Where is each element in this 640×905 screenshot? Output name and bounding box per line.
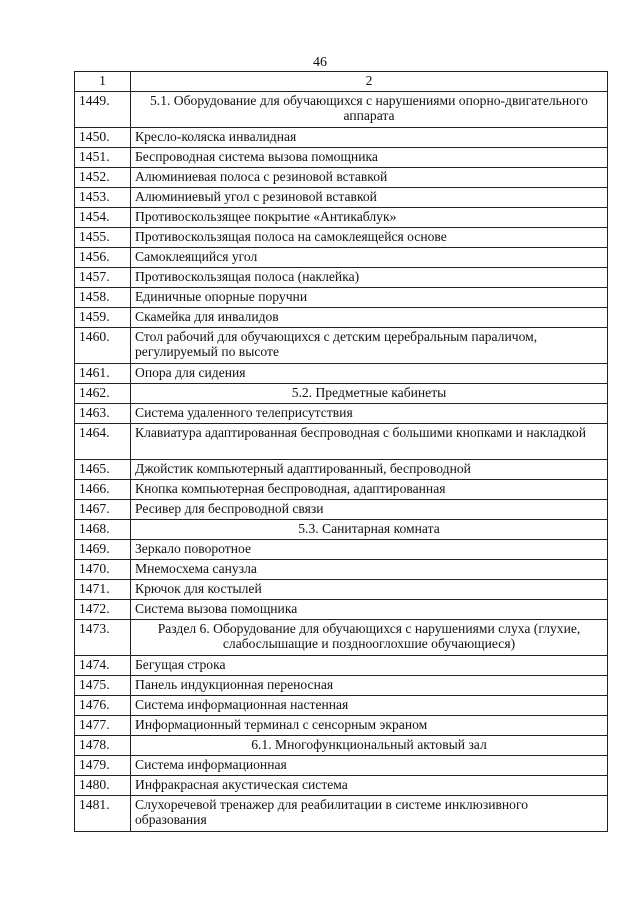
row-item-name: Единичные опорные поручни	[131, 288, 608, 308]
table-row	[75, 460, 608, 480]
table-row	[75, 620, 608, 656]
row-item-name: Самоклеящийся угол	[131, 248, 608, 268]
row-number: 1470.	[75, 560, 131, 580]
row-number: 1476.	[75, 696, 131, 716]
row-item-name: Информационный терминал с сенсорным экраном	[131, 716, 608, 736]
table-row	[75, 716, 608, 736]
table-row	[75, 228, 608, 248]
table-row	[75, 480, 608, 500]
row-section-heading: 5.2. Предметные кабинеты	[131, 384, 608, 404]
row-number: 1457.	[75, 268, 131, 288]
table-row	[75, 424, 608, 460]
table-row	[75, 268, 608, 288]
table-row	[75, 776, 608, 796]
table-row	[75, 208, 608, 228]
table-row	[75, 500, 608, 520]
row-number: 1462.	[75, 384, 131, 404]
row-item-name: Слухоречевой тренажер для реабилитации в системе инклюзивного образования	[131, 796, 608, 832]
row-number: 1449.	[75, 92, 131, 128]
table-row	[75, 796, 608, 832]
row-number: 1461.	[75, 364, 131, 384]
row-number: 1453.	[75, 188, 131, 208]
row-item-name: Стол рабочий для обучающихся с детским церебральным параличом, регулируемый по высоте	[131, 328, 608, 364]
row-section-heading: Раздел 6. Оборудование для обучающихся с нарушениями слуха (глухие, слабослышащие и позднооглохшие обучающиеся)	[131, 620, 608, 656]
row-number: 1471.	[75, 580, 131, 600]
table-row	[75, 328, 608, 364]
row-number: 1454.	[75, 208, 131, 228]
row-number: 1455.	[75, 228, 131, 248]
row-item-name: Алюминиевая полоса с резиновой вставкой	[131, 168, 608, 188]
row-number: 1460.	[75, 328, 131, 364]
table-row	[75, 384, 608, 404]
row-item-name: Кнопка компьютерная беспроводная, адаптированная	[131, 480, 608, 500]
equipment-table	[74, 71, 608, 832]
row-item-name: Противоскользящая полоса на самоклеящейся основе	[131, 228, 608, 248]
row-number: 1451.	[75, 148, 131, 168]
row-number: 1469.	[75, 540, 131, 560]
row-item-name: Противоскользящее покрытие «Антикаблук»	[131, 208, 608, 228]
row-number: 1464.	[75, 424, 131, 460]
table-row	[75, 92, 608, 128]
row-item-name: Система информационная	[131, 756, 608, 776]
row-number: 1481.	[75, 796, 131, 832]
table-row	[75, 128, 608, 148]
row-section-heading: 5.3. Санитарная комната	[131, 520, 608, 540]
row-item-name: Алюминиевый угол с резиновой вставкой	[131, 188, 608, 208]
page-number: 46	[313, 55, 327, 70]
table-row	[75, 696, 608, 716]
row-number: 1467.	[75, 500, 131, 520]
row-item-name: Панель индукционная переносная	[131, 676, 608, 696]
row-number: 1456.	[75, 248, 131, 268]
table-row	[75, 248, 608, 268]
row-number: 1479.	[75, 756, 131, 776]
row-number: 1465.	[75, 460, 131, 480]
row-item-name: Противоскользящая полоса (наклейка)	[131, 268, 608, 288]
row-number: 1452.	[75, 168, 131, 188]
row-number: 1475.	[75, 676, 131, 696]
row-number: 1472.	[75, 600, 131, 620]
row-item-name: Ресивер для беспроводной связи	[131, 500, 608, 520]
row-number: 1480.	[75, 776, 131, 796]
row-item-name: Беспроводная система вызова помощника	[131, 148, 608, 168]
table-row	[75, 520, 608, 540]
table-row	[75, 676, 608, 696]
row-number: 1468.	[75, 520, 131, 540]
table-row	[75, 600, 608, 620]
table-row	[75, 656, 608, 676]
row-number: 1473.	[75, 620, 131, 656]
table-row	[75, 168, 608, 188]
row-section-heading: 5.1. Оборудование для обучающихся с нарушениями опорно-двигательного аппарата	[131, 92, 608, 128]
row-item-name: Кресло-коляска инвалидная	[131, 128, 608, 148]
table-row	[75, 736, 608, 756]
row-number: 1466.	[75, 480, 131, 500]
row-item-name: Система удаленного телеприсутствия	[131, 404, 608, 424]
row-number: 1474.	[75, 656, 131, 676]
row-number: 1477.	[75, 716, 131, 736]
row-item-name: Опора для сидения	[131, 364, 608, 384]
row-item-name: Джойстик компьютерный адаптированный, беспроводной	[131, 460, 608, 480]
row-item-name: Бегущая строка	[131, 656, 608, 676]
table-row	[75, 148, 608, 168]
table-row	[75, 756, 608, 776]
header-col-number: 1	[75, 72, 131, 92]
table-row	[75, 308, 608, 328]
table-body	[75, 72, 608, 832]
row-number: 1458.	[75, 288, 131, 308]
table-row	[75, 188, 608, 208]
row-item-name: Инфракрасная акустическая система	[131, 776, 608, 796]
row-number: 1478.	[75, 736, 131, 756]
header-col-name: 2	[131, 72, 608, 92]
row-item-name: Система информационная настенная	[131, 696, 608, 716]
row-number: 1459.	[75, 308, 131, 328]
row-section-heading: 6.1. Многофункциональный актовый зал	[131, 736, 608, 756]
table-row	[75, 364, 608, 384]
row-item-name: Зеркало поворотное	[131, 540, 608, 560]
row-item-name: Мнемосхема санузла	[131, 560, 608, 580]
table-header-row	[75, 72, 608, 92]
row-item-name: Система вызова помощника	[131, 600, 608, 620]
row-item-name: Крючок для костылей	[131, 580, 608, 600]
row-item-name: Скамейка для инвалидов	[131, 308, 608, 328]
row-number: 1450.	[75, 128, 131, 148]
table-row	[75, 580, 608, 600]
table-row	[75, 404, 608, 424]
row-item-name: Клавиатура адаптированная беспроводная с большими кнопками и накладкой	[131, 424, 608, 460]
row-number: 1463.	[75, 404, 131, 424]
table-row	[75, 560, 608, 580]
table-row	[75, 540, 608, 560]
table-row	[75, 288, 608, 308]
